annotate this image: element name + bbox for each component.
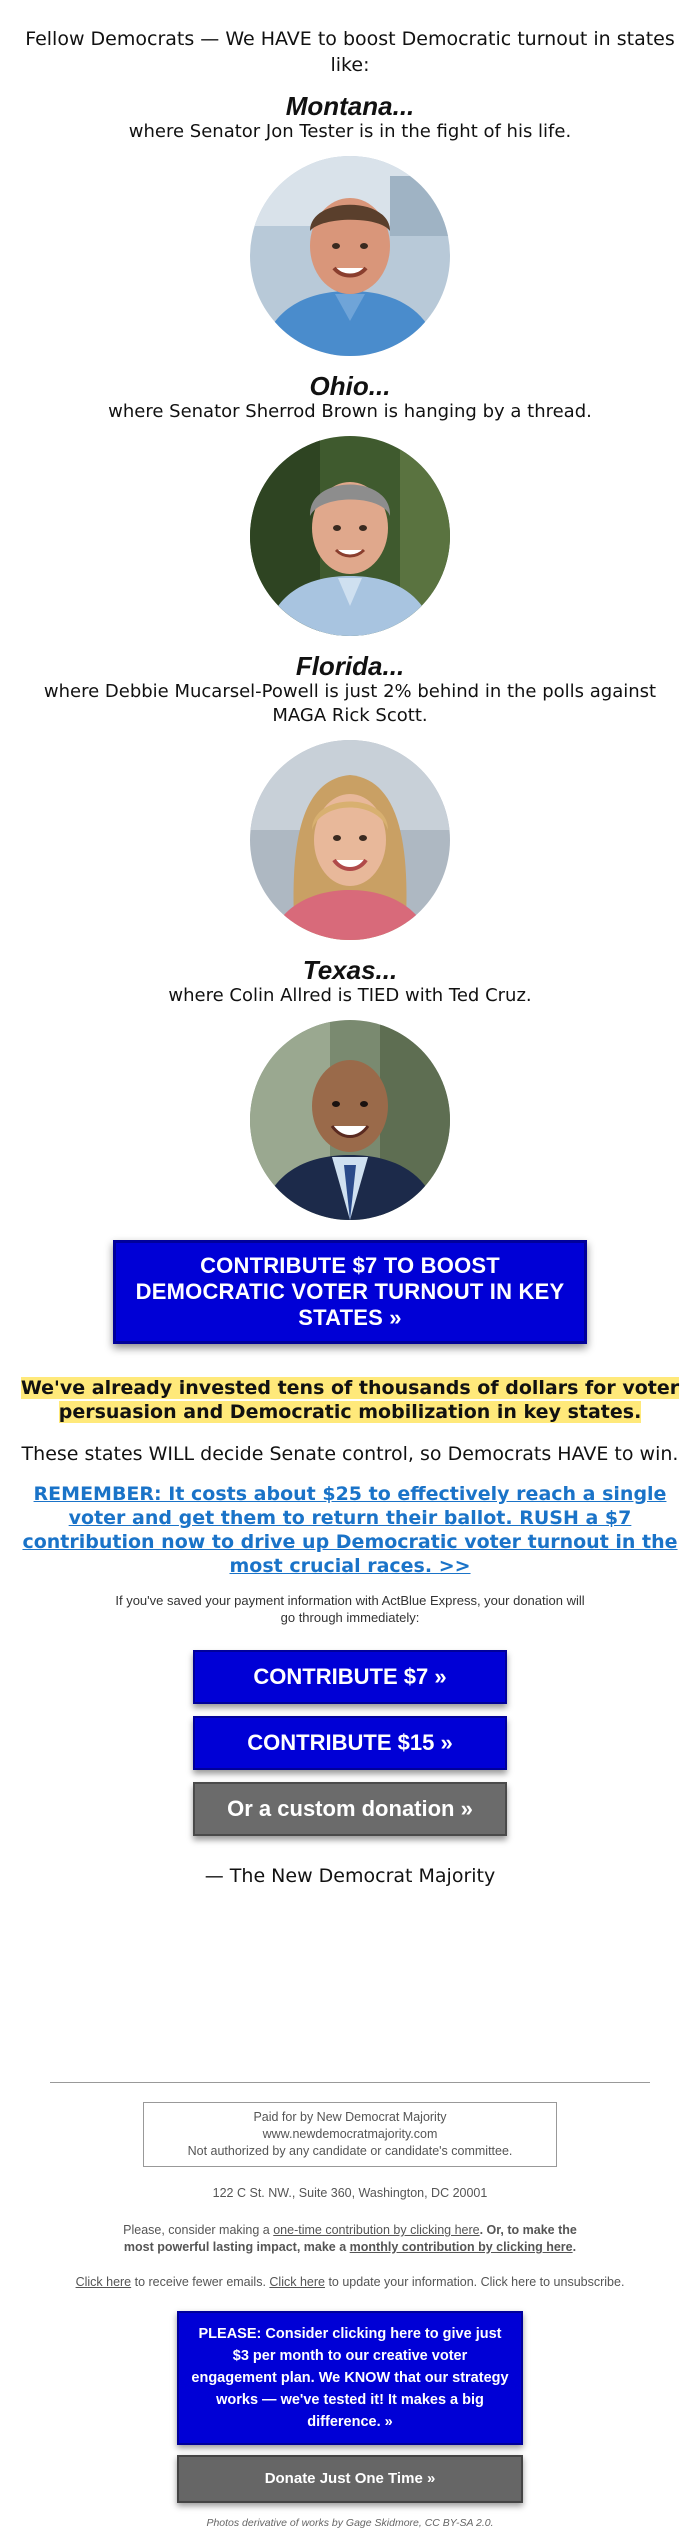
photo-credit: Photos derivative of works by Gage Skidmore, CC BY-SA 2.0. (206, 2517, 494, 2529)
contribute-7-boost-turnout-button[interactable]: CONTRIBUTE $7 TO BOOST DEMOCRATIC VOTER TURNOUT IN KEY STATES » (113, 1240, 587, 1344)
contribute-15-button[interactable]: CONTRIBUTE $15 » (193, 1716, 507, 1770)
footer (0, 2102, 700, 2532)
state-name-montana: Montana... (285, 91, 415, 121)
photo-texas-candidate (250, 1020, 450, 1220)
consider-pre: Please, consider making a (123, 2223, 274, 2237)
monthly-contribution-link[interactable]: monthly contribution by clicking here (349, 2240, 573, 2254)
photo-montana-candidate (250, 156, 450, 356)
one-time-contribution-link[interactable]: one-time contribution by clicking here (273, 2223, 480, 2237)
state-desc-montana: where Senator Jon Tester is in the fight of his life. (128, 121, 572, 142)
senate-control-text: These states WILL decide Senate control, so Democrats HAVE to win. (21, 1443, 679, 1465)
consider-mid: . Or, to make the most powerful lasting impact, make a (123, 2223, 577, 2254)
remember-cost-link[interactable]: REMEMBER: It costs about $25 to effectively reach a single voter and get them to return their ballot. RUSH a $7 contribution now to drive up Democratic voter turnout in the most crucial races. >> (22, 1483, 678, 1577)
update-info-link[interactable]: Click here (269, 2275, 325, 2289)
paid-for-box (143, 2102, 557, 2167)
footer-divider (50, 2082, 650, 2083)
custom-donation-button[interactable]: Or a custom donation » (193, 1782, 507, 1836)
invested-highlight-text: We've already invested tens of thousands of dollars for voter persuasion and Democratic mobilization in key states. (20, 1377, 680, 1423)
email-body (20, 0, 680, 1888)
email-preferences-text (0, 2274, 700, 2291)
state-name-texas: Texas... (302, 955, 398, 985)
contribute-7-button[interactable]: CONTRIBUTE $7 » (193, 1650, 507, 1704)
photo-ohio-candidate (250, 436, 450, 636)
state-desc-texas: where Colin Allred is TIED with Ted Cruz. (168, 985, 532, 1006)
monthly-3-button[interactable]: PLEASE: Consider clicking here to give just $3 per month to our creative voter engagement plan. We KNOW that our strategy works — we've tested it! It makes a big difference. » (177, 2311, 523, 2445)
state-name-ohio: Ohio... (309, 371, 391, 401)
mailing-address: 122 C St. NW., Suite 360, Washington, DC 20001 (212, 2186, 488, 2200)
intro-text: Fellow Democrats — We HAVE to boost Democratic turnout in states like: (25, 28, 675, 76)
consider-end: . (572, 2240, 577, 2254)
invested-highlight (20, 1376, 680, 1424)
fewer-mid: to receive fewer emails. (131, 2275, 270, 2289)
consider-contribution-text (115, 2222, 585, 2256)
paid-by-text: Paid for by New Democrat Majority (253, 2110, 447, 2124)
state-desc-florida: where Debbie Mucarsel-Powell is just 2% behind in the polls against MAGA Rick Scott. (43, 681, 657, 726)
signoff: — The New Democrat Majority (204, 1865, 496, 1887)
fewer-end: to update your information. Click here to unsubscribe. (324, 2275, 625, 2289)
photo-florida-candidate (250, 740, 450, 940)
fewer-emails-link[interactable]: Click here (75, 2275, 132, 2289)
donate-one-time-button[interactable]: Donate Just One Time » (177, 2455, 523, 2503)
state-desc-ohio: where Senator Sherrod Brown is hanging by a thread. (108, 401, 592, 422)
actblue-express-note: If you've saved your payment information with ActBlue Express, your donation will go through immediately: (115, 1593, 585, 1625)
state-name-florida: Florida... (295, 651, 405, 681)
not-authorized-text: Not authorized by any candidate or candidate's committee. (187, 2144, 513, 2158)
website-text: www.newdemocratmajority.com (262, 2127, 438, 2141)
